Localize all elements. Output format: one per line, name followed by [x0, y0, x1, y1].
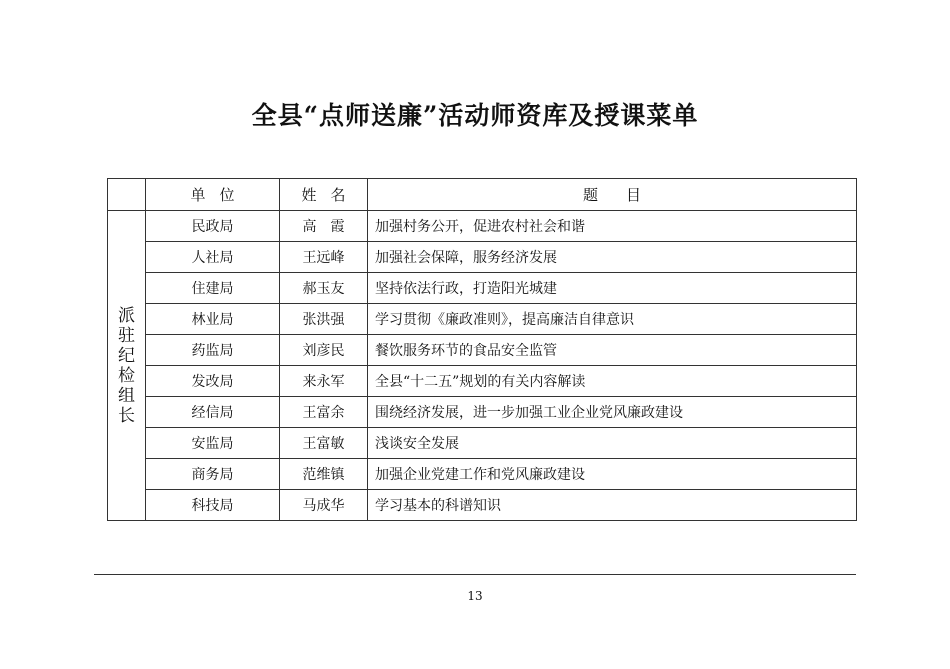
group-label-cell — [108, 211, 146, 521]
table-header-row — [108, 179, 857, 211]
topic-cell: 加强企业党建工作和党风廉政建设 — [368, 459, 857, 490]
unit-cell: 商务局 — [146, 459, 280, 490]
unit-cell: 人社局 — [146, 242, 280, 273]
footer-divider — [94, 574, 856, 575]
table-row — [108, 397, 857, 428]
topic-cell: 加强社会保障，服务经济发展 — [368, 242, 857, 273]
table-row — [108, 304, 857, 335]
unit-cell: 安监局 — [146, 428, 280, 459]
name-cell: 范维镇 — [280, 459, 368, 490]
unit-cell: 药监局 — [146, 335, 280, 366]
table-row — [108, 211, 857, 242]
name-cell: 郝玉友 — [280, 273, 368, 304]
name-cell: 王富余 — [280, 397, 368, 428]
name-cell: 刘彦民 — [280, 335, 368, 366]
topic-cell: 加强村务公开，促进农村社会和谐 — [368, 211, 857, 242]
header-name: 姓名 — [280, 179, 368, 211]
unit-cell: 科技局 — [146, 490, 280, 521]
table-row — [108, 242, 857, 273]
name-cell: 高 霞 — [280, 211, 368, 242]
name-cell: 张洪强 — [280, 304, 368, 335]
topic-cell: 学习贯彻《廉政准则》，提高廉洁自律意识 — [368, 304, 857, 335]
unit-cell: 发改局 — [146, 366, 280, 397]
table-row — [108, 428, 857, 459]
table-row — [108, 490, 857, 521]
group-label: 派驻纪检组长 — [118, 305, 135, 426]
page-number: 13 — [467, 589, 483, 603]
header-empty-cell — [108, 179, 146, 211]
unit-cell: 住建局 — [146, 273, 280, 304]
teacher-course-table — [107, 178, 857, 521]
document-title: 全县“点师送廉”活动师资库及授课菜单 — [251, 101, 699, 130]
topic-cell: 学习基本的科谱知识 — [368, 490, 857, 521]
table-row — [108, 459, 857, 490]
unit-cell: 林业局 — [146, 304, 280, 335]
topic-cell: 全县“十二五”规划的有关内容解读 — [368, 366, 857, 397]
unit-cell: 民政局 — [146, 211, 280, 242]
header-topic: 题目 — [368, 179, 857, 211]
name-cell: 王远峰 — [280, 242, 368, 273]
header-unit: 单位 — [146, 179, 280, 211]
table-row — [108, 335, 857, 366]
topic-cell: 浅谈安全发展 — [368, 428, 857, 459]
name-cell: 马成华 — [280, 490, 368, 521]
name-cell: 来永军 — [280, 366, 368, 397]
topic-cell: 坚持依法行政，打造阳光城建 — [368, 273, 857, 304]
table-row — [108, 273, 857, 304]
topic-cell: 餐饮服务环节的食品安全监管 — [368, 335, 857, 366]
table-row — [108, 366, 857, 397]
unit-cell: 经信局 — [146, 397, 280, 428]
name-cell: 王富敏 — [280, 428, 368, 459]
topic-cell: 围绕经济发展，进一步加强工业企业党风廉政建设 — [368, 397, 857, 428]
